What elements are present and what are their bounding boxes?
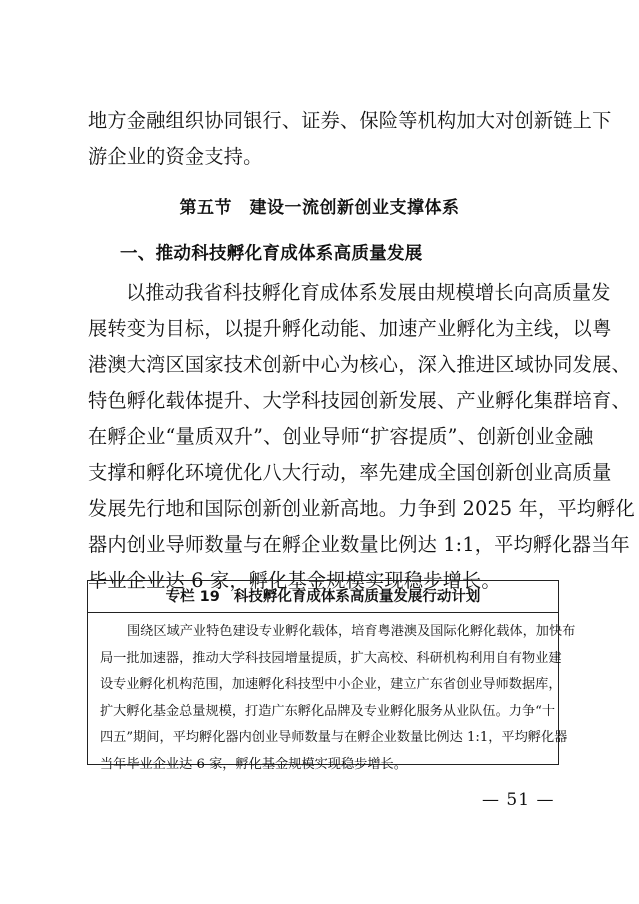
paragraph-line: 特色孵化载体提升、大学科技园创新发展、产业孵化集群培育、 xyxy=(88,389,631,412)
feature-box xyxy=(87,580,576,772)
feature-box-line: 当年毕业企业达 6 家，孵化基金规模实现稳步增长。 xyxy=(100,756,407,772)
paragraph-line: 发展先行地和国际创新创业新高地。力争到 2025 年，平均孵化 xyxy=(88,497,635,520)
paragraph-line: 地方金融组织协同银行、证券、保险等机构加大对创新链上下 xyxy=(88,109,612,132)
feature-box-title xyxy=(88,581,558,613)
paragraph-funding-support xyxy=(88,103,612,175)
paragraph-line: 器内创业导师数量与在孵企业数量比例达 1:1，平均孵化器当年 xyxy=(88,533,630,556)
subsection-heading: 一、推动科技孵化育成体系高质量发展 xyxy=(120,244,423,264)
feature-box-body xyxy=(100,619,576,778)
paragraph-line: 港澳大湾区国家技术创新中心为核心，深入推进区域协同发展、 xyxy=(88,353,631,376)
paragraph-line: 以推动我省科技孵化育成体系发展由规模增长向高质量发 xyxy=(126,281,611,304)
paragraph-line: 游企业的资金支持。 xyxy=(88,145,263,168)
feature-box-number: 专栏 19 xyxy=(165,589,220,605)
paragraph-line: 毕业企业达 6 家，孵化基金规模实现稳步增长。 xyxy=(88,569,501,592)
paragraph-incubation-system xyxy=(88,275,635,599)
feature-box-line: 扩大孵化基金总量规模，打造广东孵化品牌及专业孵化服务从业队伍。力争“十 xyxy=(100,703,556,719)
section-title: 第五节 建设一流创新创业支撑体系 xyxy=(179,198,460,218)
page-number: — 51 — xyxy=(482,790,555,810)
feature-box-title-text: 科技孵化育成体系高质量发展行动计划 xyxy=(233,589,481,605)
paragraph-line: 支撑和孵化环境优化八大行动，率先建成全国创新创业高质量 xyxy=(88,461,612,484)
feature-box-line: 局一批加速器，推动大学科技园增量提质，扩大高校、科研机构利用自有物业建 xyxy=(100,650,562,666)
paragraph-line: 展转变为目标，以提升孵化动能、加速产业孵化为主线，以粤 xyxy=(88,317,612,340)
feature-box-line: 围绕区域产业特色建设专业孵化载体，培育粤港澳及国际化孵化载体，加快布 xyxy=(127,624,576,639)
feature-box-line: 四五”期间，平均孵化器内创业导师数量与在孵企业数量比例达 1:1，平均孵化器 xyxy=(100,730,568,745)
feature-box-line: 设专业孵化机构范围，加速孵化科技型中小企业，建立广东省创业导师数据库， xyxy=(100,677,562,692)
paragraph-line: 在孵企业“量质双升”、创业导师“扩容提质”、创新创业金融 xyxy=(88,425,594,448)
